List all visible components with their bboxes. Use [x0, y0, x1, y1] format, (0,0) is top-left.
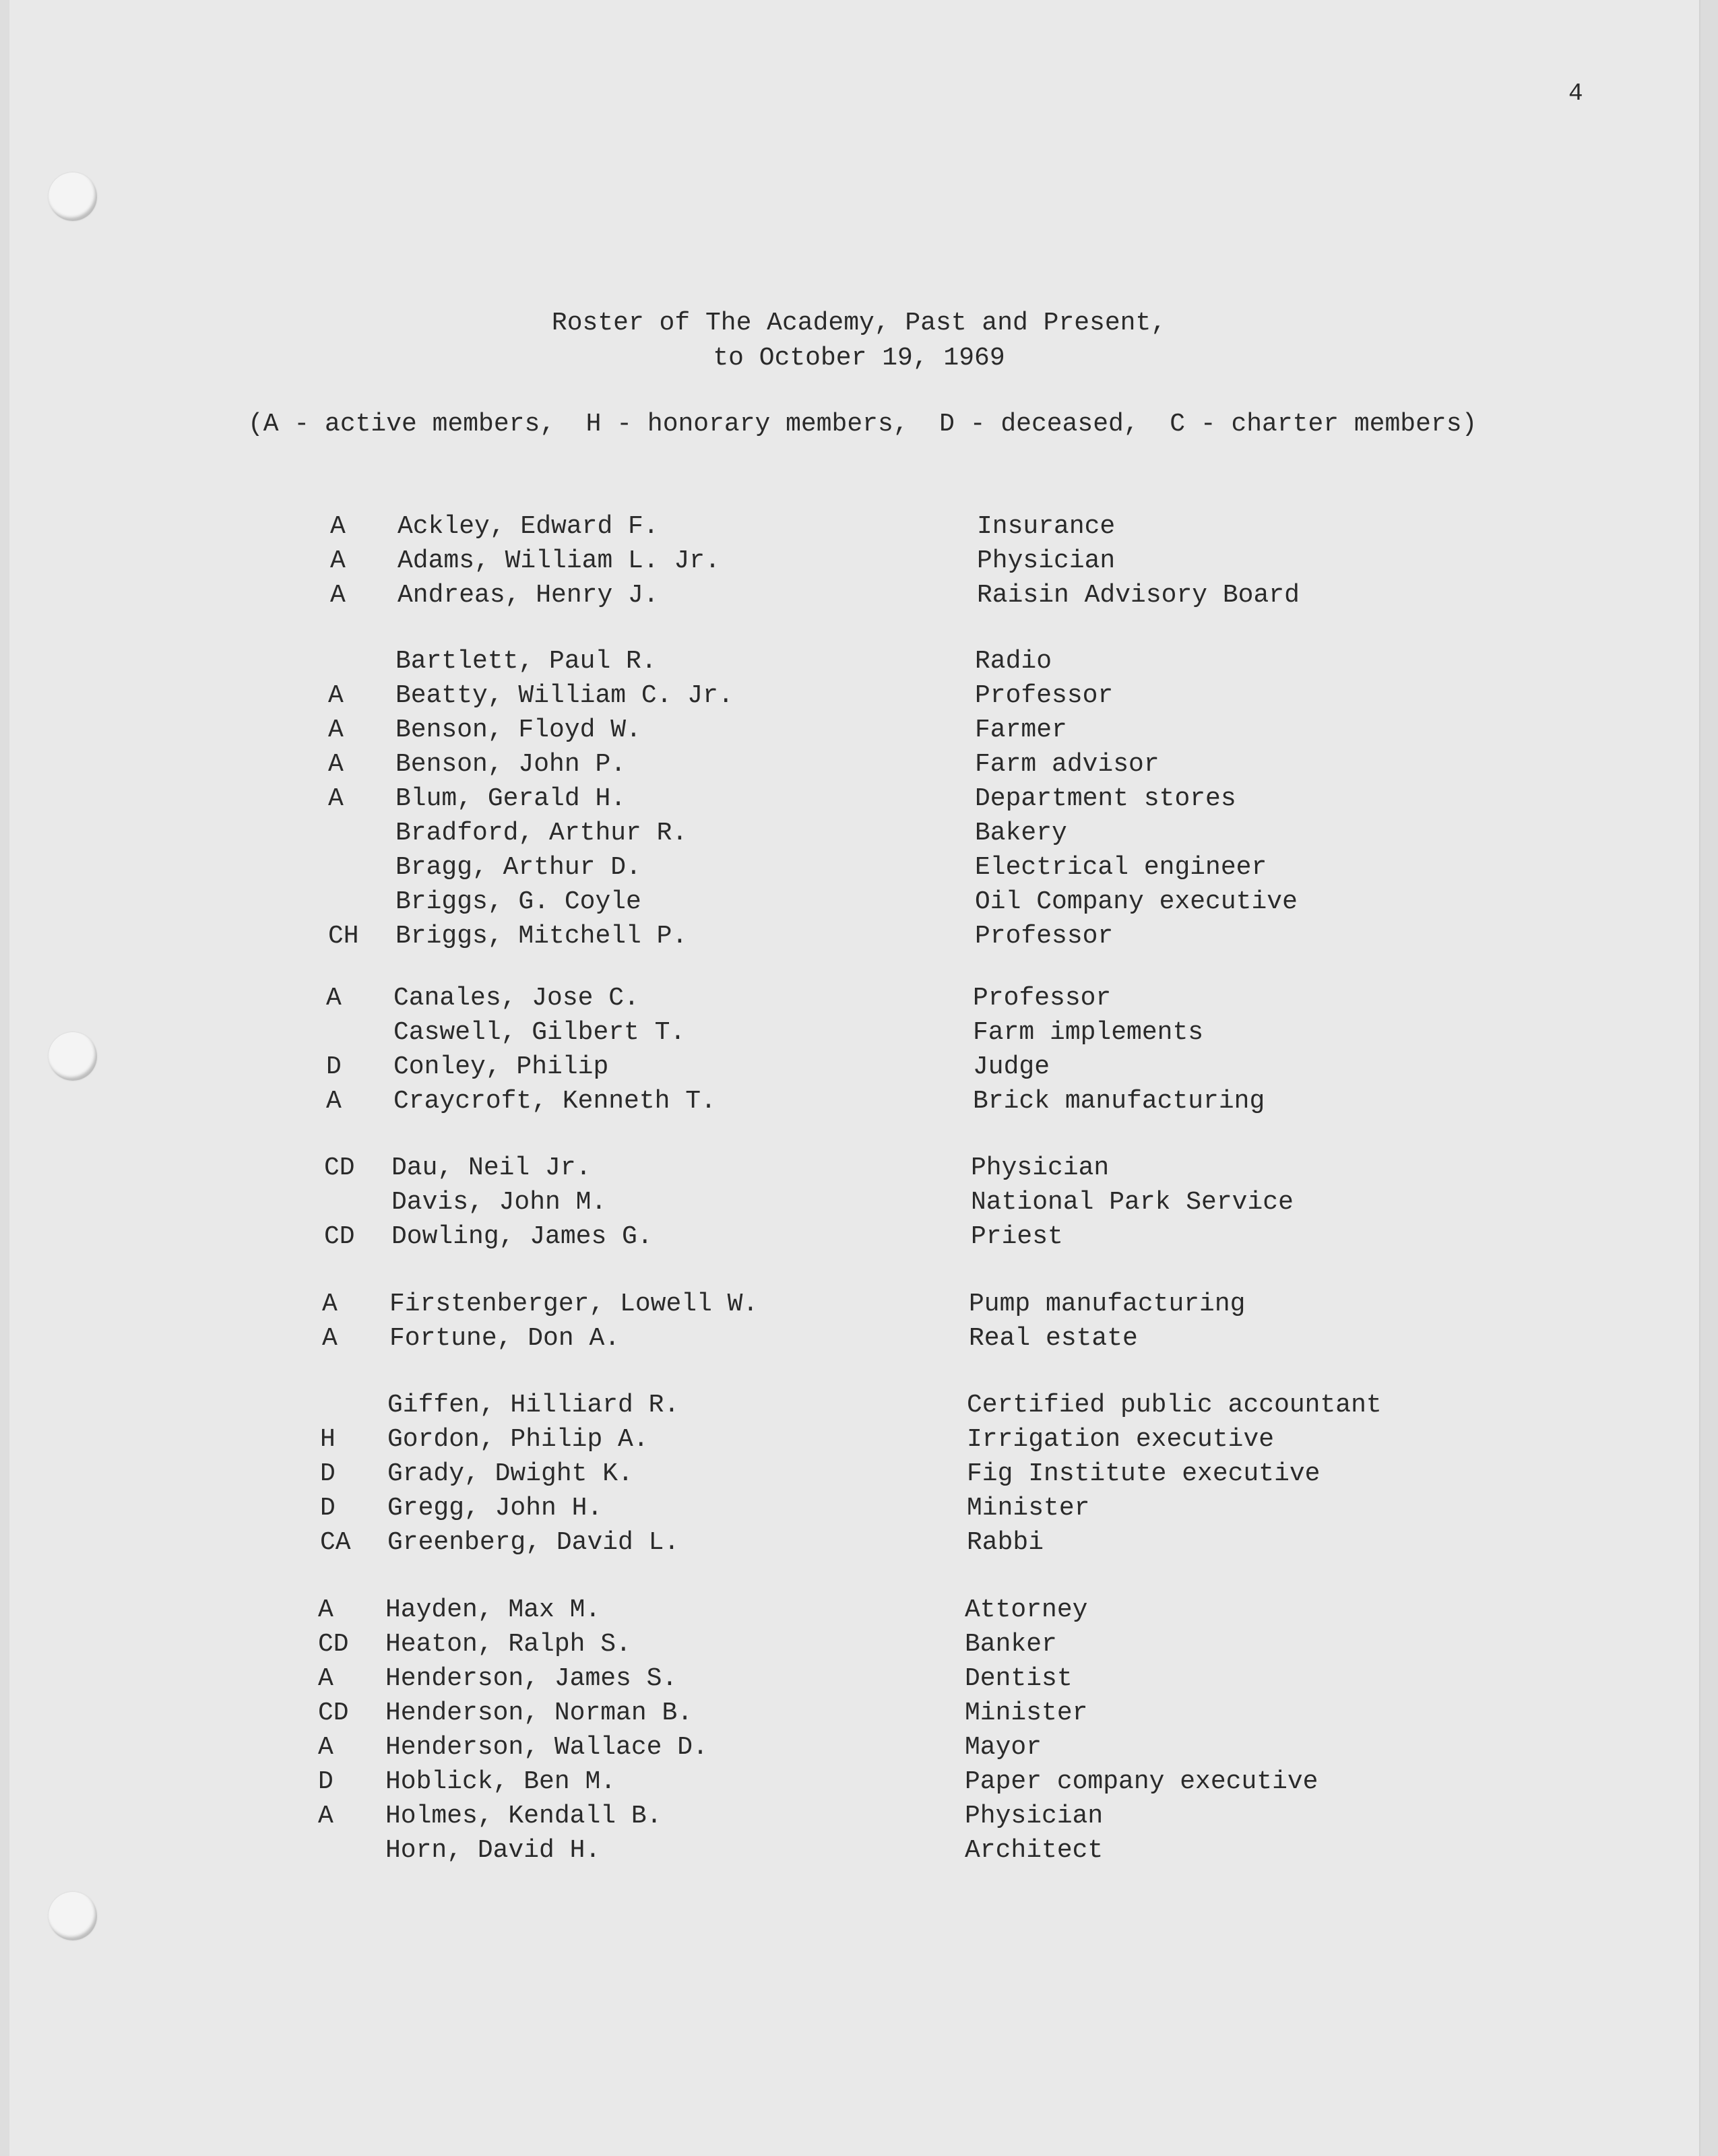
member-code: CD: [318, 1699, 349, 1727]
title-line-2: to October 19, 1969: [713, 344, 1005, 373]
member-code: CD: [318, 1630, 349, 1659]
member-name: Benson, Floyd W.: [395, 716, 641, 744]
member-code: CA: [320, 1528, 351, 1557]
member-name: Hayden, Max M.: [385, 1595, 601, 1624]
member-occupation: Physician: [971, 1153, 1110, 1182]
member-code: A: [322, 1324, 338, 1353]
member-code: A: [328, 681, 344, 710]
punch-hole: [49, 172, 97, 221]
member-code: A: [318, 1664, 333, 1693]
member-occupation: Dentist: [965, 1664, 1073, 1693]
member-name: Henderson, James S.: [385, 1664, 678, 1693]
member-code: A: [330, 581, 346, 610]
member-name: Dowling, James G.: [391, 1222, 653, 1251]
member-name: Firstenberger, Lowell W.: [389, 1290, 759, 1319]
member-name: Fortune, Don A.: [389, 1324, 621, 1353]
member-code: A: [322, 1290, 338, 1319]
member-code: A: [318, 1733, 333, 1762]
member-occupation: Physician: [965, 1802, 1104, 1831]
member-name: Craycroft, Kenneth T.: [393, 1087, 716, 1116]
legend: (A - active members, H - honorary members, D - deceased, C - charter members): [248, 410, 1477, 439]
member-code: A: [330, 512, 346, 541]
member-name: Hoblick, Ben M.: [385, 1767, 616, 1796]
member-code: CD: [324, 1222, 355, 1251]
member-occupation: Farmer: [975, 716, 1067, 744]
member-name: Benson, John P.: [395, 750, 627, 779]
member-code: H: [320, 1425, 336, 1454]
member-code: A: [330, 546, 346, 575]
member-occupation: Farm implements: [973, 1018, 1204, 1047]
member-occupation: Oil Company executive: [975, 887, 1298, 916]
member-name: Bartlett, Paul R.: [395, 647, 657, 676]
member-occupation: National Park Service: [971, 1188, 1294, 1217]
member-name: Bradford, Arthur R.: [395, 819, 688, 848]
member-name: Andreas, Henry J.: [397, 581, 659, 610]
member-name: Henderson, Norman B.: [385, 1699, 693, 1727]
member-code: A: [326, 1087, 342, 1116]
member-name: Gregg, John H.: [387, 1494, 603, 1523]
member-occupation: Priest: [971, 1222, 1063, 1251]
member-name: Canales, Jose C.: [393, 984, 639, 1013]
member-code: A: [328, 750, 344, 779]
member-code: A: [318, 1802, 333, 1831]
member-code: A: [328, 784, 344, 813]
member-occupation: Bakery: [975, 819, 1067, 848]
punch-hole: [49, 1892, 97, 1940]
member-name: Beatty, William C. Jr.: [395, 681, 734, 710]
member-name: Briggs, Mitchell P.: [395, 922, 688, 951]
member-occupation: Physician: [977, 546, 1116, 575]
member-occupation: Judge: [973, 1052, 1050, 1081]
member-name: Dau, Neil Jr.: [391, 1153, 592, 1182]
member-occupation: Certified public accountant: [967, 1391, 1382, 1420]
member-occupation: Architect: [965, 1836, 1104, 1865]
member-code: CD: [324, 1153, 355, 1182]
member-name: Heaton, Ralph S.: [385, 1630, 631, 1659]
member-code: D: [320, 1494, 336, 1523]
member-occupation: Raisin Advisory Board: [977, 581, 1300, 610]
member-name: Horn, David H.: [385, 1836, 601, 1865]
member-name: Briggs, G. Coyle: [395, 887, 641, 916]
page-number: 4: [1568, 80, 1583, 107]
member-occupation: Paper company executive: [965, 1767, 1318, 1796]
member-code: A: [326, 984, 342, 1013]
member-occupation: Fig Institute executive: [967, 1459, 1321, 1488]
member-occupation: Banker: [965, 1630, 1057, 1659]
member-name: Davis, John M.: [391, 1188, 607, 1217]
member-occupation: Department stores: [975, 784, 1236, 813]
member-occupation: Mayor: [965, 1733, 1042, 1762]
member-code: D: [326, 1052, 342, 1081]
member-name: Holmes, Kendall B.: [385, 1802, 662, 1831]
member-occupation: Brick manufacturing: [973, 1087, 1265, 1116]
member-code: A: [318, 1595, 333, 1624]
member-name: Grady, Dwight K.: [387, 1459, 633, 1488]
member-occupation: Rabbi: [967, 1528, 1044, 1557]
member-occupation: Farm advisor: [975, 750, 1159, 779]
member-name: Henderson, Wallace D.: [385, 1733, 708, 1762]
member-occupation: Minister: [967, 1494, 1090, 1523]
member-occupation: Insurance: [977, 512, 1116, 541]
member-name: Greenberg, David L.: [387, 1528, 680, 1557]
member-occupation: Minister: [965, 1699, 1088, 1727]
member-name: Conley, Philip: [393, 1052, 609, 1081]
member-name: Gordon, Philip A.: [387, 1425, 649, 1454]
member-occupation: Radio: [975, 647, 1052, 676]
member-name: Caswell, Gilbert T.: [393, 1018, 686, 1047]
member-name: Bragg, Arthur D.: [395, 853, 641, 882]
member-occupation: Electrical engineer: [975, 853, 1267, 882]
member-name: Adams, William L. Jr.: [397, 546, 720, 575]
title-line-1: Roster of The Academy, Past and Present,: [551, 309, 1167, 338]
member-occupation: Professor: [975, 681, 1114, 710]
member-occupation: Attorney: [965, 1595, 1088, 1624]
member-code: D: [320, 1459, 336, 1488]
member-code: CH: [328, 922, 359, 951]
member-code: D: [318, 1767, 333, 1796]
member-occupation: Irrigation executive: [967, 1425, 1275, 1454]
member-occupation: Professor: [975, 922, 1114, 951]
member-name: Giffen, Hilliard R.: [387, 1391, 680, 1420]
punch-hole: [49, 1032, 97, 1081]
member-code: A: [328, 716, 344, 744]
member-occupation: Real estate: [969, 1324, 1138, 1353]
member-occupation: Professor: [973, 984, 1112, 1013]
member-name: Blum, Gerald H.: [395, 784, 627, 813]
member-name: Ackley, Edward F.: [397, 512, 659, 541]
member-occupation: Pump manufacturing: [969, 1290, 1246, 1319]
